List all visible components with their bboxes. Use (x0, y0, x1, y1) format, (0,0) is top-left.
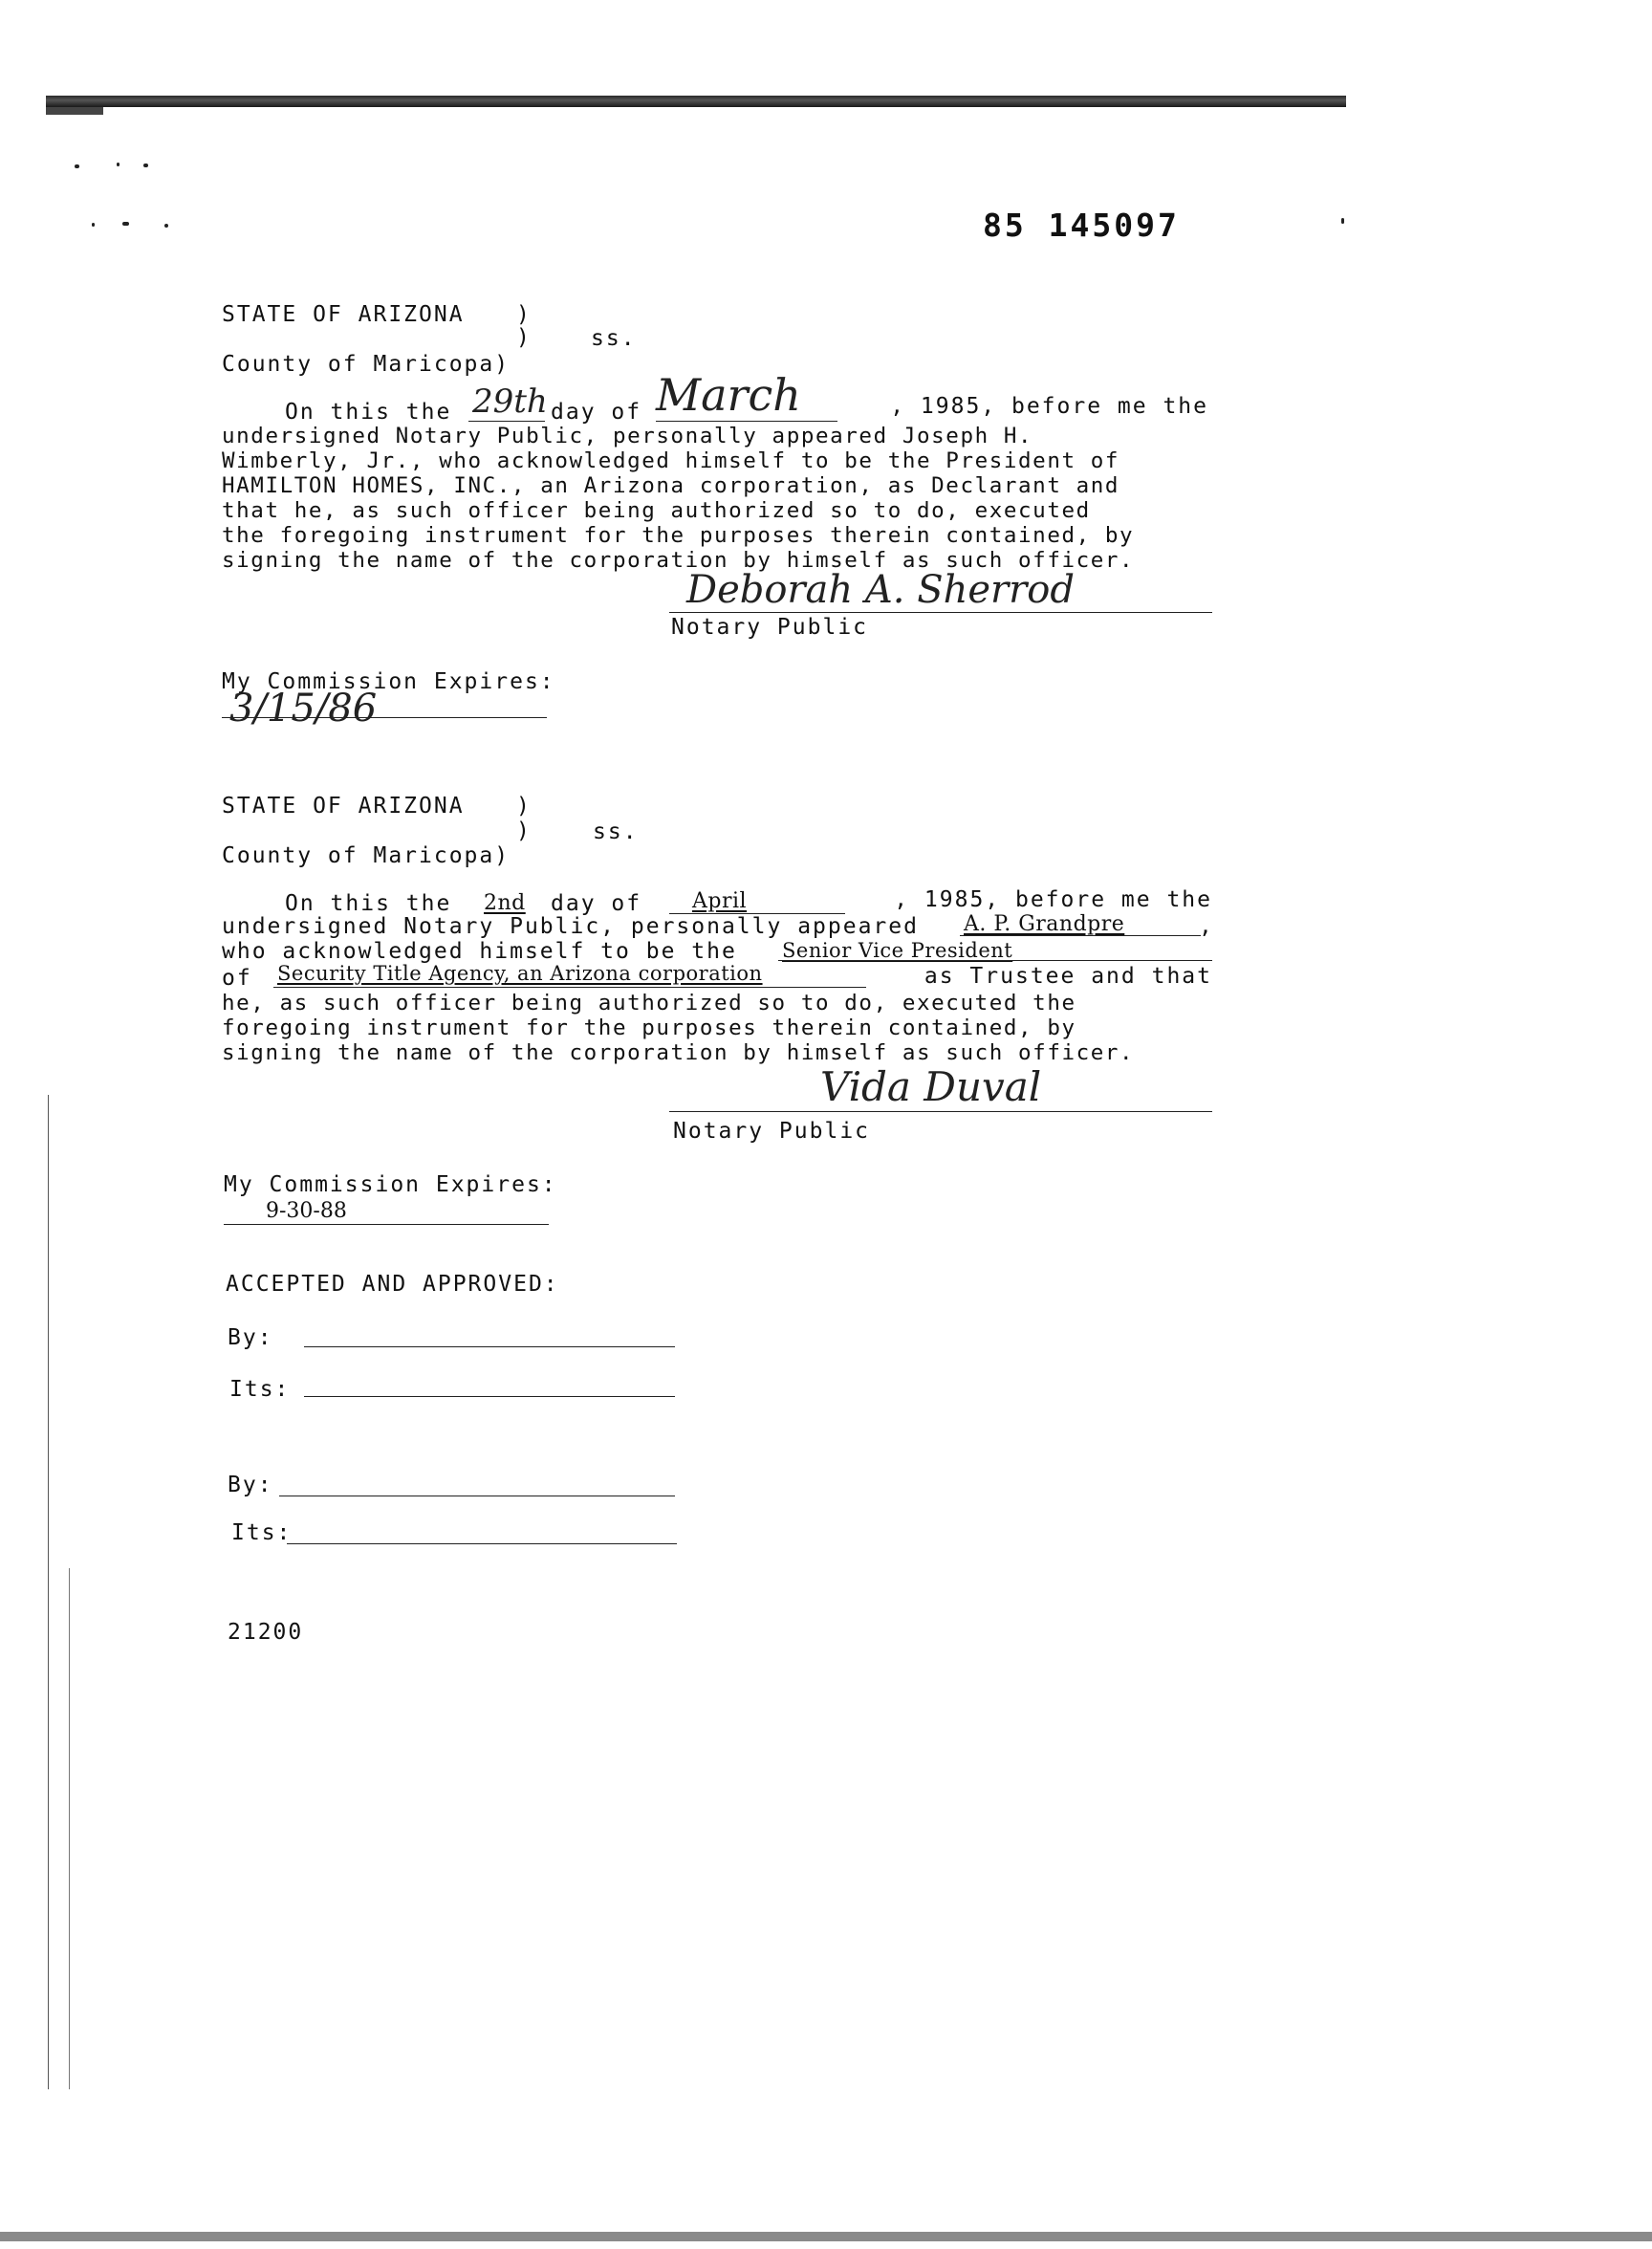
scan-edge-left (48, 1095, 49, 2089)
ack-line-3a: who acknowledged himself to be the (222, 939, 737, 964)
commission-line (224, 1224, 549, 1225)
comma: , (1199, 914, 1214, 939)
ack-day-handwritten: 29th (472, 382, 548, 421)
notary-signature: Vida Duval (820, 1063, 1042, 1110)
month-line (656, 421, 837, 422)
venue-paren: ) (516, 325, 532, 350)
ack-line-4b: as Trustee and that (924, 964, 1212, 989)
county-label: County of Maricopa) (222, 843, 511, 868)
ack-line-6: foregoing instrument for the purposes therein contained, by (222, 1015, 1076, 1040)
commission-date-typed: 9-30-88 (266, 1199, 347, 1223)
ack-day-typed: 2nd (484, 891, 526, 915)
ack-line-2: undersigned Notary Public, personally appeared Joseph H. (222, 424, 1033, 448)
scan-edge-top (46, 96, 1346, 107)
commission-expires-label: My Commission Expires: (224, 1172, 557, 1197)
ack-month-typed: April (692, 889, 748, 913)
title-line (778, 960, 1212, 961)
by-label-1: By: (228, 1325, 273, 1350)
ack-line-2a: undersigned Notary Public, personally appeared (222, 914, 919, 939)
scan-edge-left-inner (69, 1568, 70, 2089)
scan-speck (117, 163, 120, 166)
scan-speck (75, 164, 79, 168)
state-label: STATE OF ARIZONA (222, 302, 465, 327)
scan-speck (122, 222, 129, 226)
accepted-heading: ACCEPTED AND APPROVED: (226, 1272, 559, 1297)
county-label: County of Maricopa) (222, 352, 511, 377)
ack-line-1a: On this the (285, 891, 452, 916)
ack-line-4a: of (222, 966, 252, 991)
person-line (960, 935, 1201, 936)
commission-expires-label: My Commission Expires: (222, 669, 555, 694)
venue-paren: ) (516, 794, 532, 819)
ack-line-5: he, as such officer being authorized so to do, executed the (222, 991, 1076, 1015)
ack-line-3: Wimberly, Jr., who acknowledged himself to be the President of (222, 448, 1120, 473)
ack-line-1b: day of (551, 400, 642, 425)
ss-label: ss. (591, 326, 637, 351)
by-label-2: By: (228, 1473, 273, 1497)
ack-line-1c: , 1985, before me the (894, 887, 1212, 912)
scan-edge-top-fragment (46, 107, 103, 115)
ack-line-4: HAMILTON HOMES, INC., an Arizona corporation, as Declarant and (222, 473, 1120, 498)
commission-line (222, 717, 547, 718)
commission-date-handwritten: 3/15/86 (229, 687, 378, 731)
ack-line-1b: day of (551, 891, 642, 916)
its-label-2: Its: (231, 1520, 293, 1545)
document-number: 85 145097 (983, 207, 1180, 244)
company-line (273, 987, 866, 988)
scan-speck (92, 223, 95, 227)
ack-line-6: the foregoing instrument for the purposes therein contained, by (222, 523, 1135, 548)
by-signature-line-1[interactable] (304, 1346, 675, 1347)
notary-signature: Deborah A. Sherrod (686, 568, 1075, 612)
signature-line (669, 612, 1212, 613)
appearing-person: A. P. Grandpre (964, 912, 1125, 936)
venue-paren: ) (516, 819, 532, 843)
notary-public-label: Notary Public (671, 615, 869, 640)
ack-line-5: that he, as such officer being authorized so to do, executed (222, 498, 1091, 523)
scan-speck (143, 164, 148, 167)
ack-line-7: signing the name of the corporation by himself as such officer. (222, 1040, 1135, 1065)
its-title-line-1[interactable] (304, 1396, 675, 1397)
day-line (468, 421, 545, 422)
scan-edge-bottom (0, 2232, 1652, 2241)
signature-line (669, 1111, 1212, 1112)
venue-paren: ) (516, 302, 532, 327)
ack-month-handwritten: March (656, 369, 801, 421)
ack-line-1c: , 1985, before me the (890, 394, 1208, 419)
state-label: STATE OF ARIZONA (222, 794, 465, 819)
footer-code: 21200 (228, 1620, 304, 1645)
scan-speck (164, 224, 168, 228)
scan-speck (1341, 218, 1344, 224)
ss-label: ss. (593, 819, 639, 844)
company-name: Security Title Agency, an Arizona corporation (277, 962, 763, 985)
its-title-line-2[interactable] (287, 1543, 677, 1544)
officer-title: Senior Vice President (782, 939, 1013, 962)
ack-line-1a: On this the (285, 400, 452, 425)
ack-line-7: signing the name of the corporation by himself as such officer. (222, 548, 1135, 573)
notary-public-label: Notary Public (673, 1119, 871, 1144)
its-label-1: Its: (229, 1377, 291, 1402)
